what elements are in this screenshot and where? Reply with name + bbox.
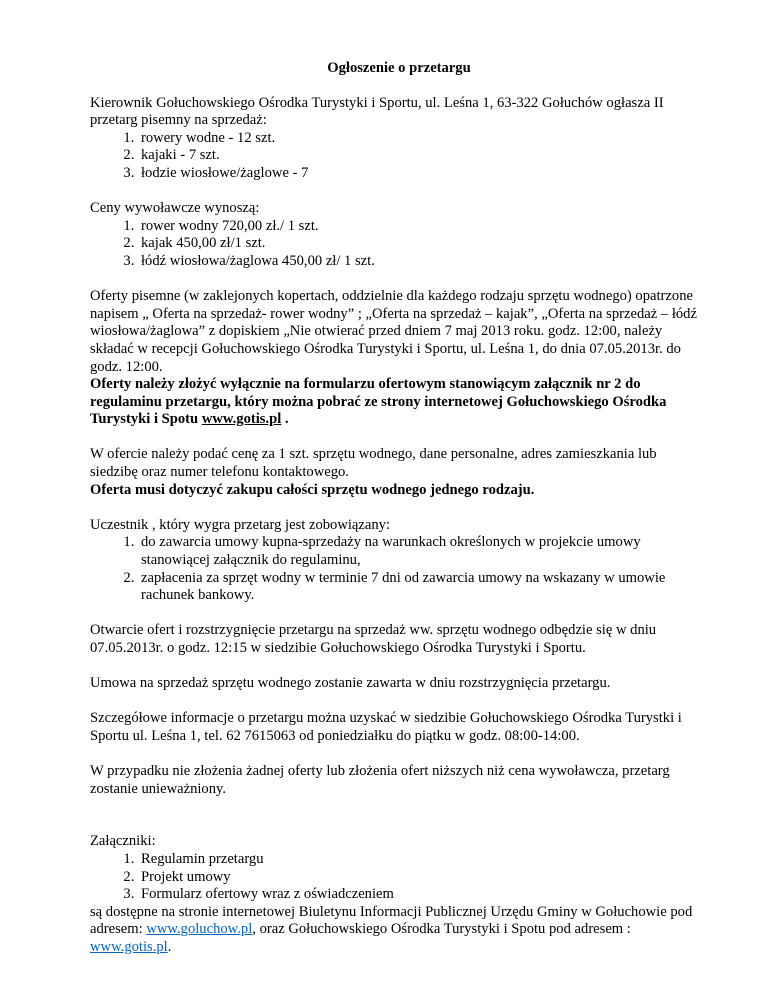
- offers-bold-paragraph: [90, 376, 708, 429]
- goluchow-link[interactable]: www.goluchow.pl: [146, 921, 253, 938]
- list-item: 3. łodzie wiosłowe/żaglowe - 7: [138, 165, 708, 183]
- list-item: 1. rowery wodne - 12 szt.: [138, 130, 708, 148]
- invalid-paragraph: W przypadku nie złożenia żadnej oferty lub złożenia ofert niższych niż cena wywoławcza, przetarg zostanie unieważniony.: [90, 763, 670, 797]
- gotis-link[interactable]: www.gotis.pl: [201, 411, 282, 428]
- offers-text: Oferty pisemne (w zaklejonych kopertach, oddzielnie dla każdego rodzaju sprzętu wodnego) opatrzone napisem „ Oferta na sprzedaż- rower wodny” ; „Oferta na sprzedaż – kajak”, „Oferta na sprzedaż – łódź wiosłowa/żaglowa” z dopiskiem „Nie otwierać przed dniem 7 maj 2013 roku. godz. 12:00, należy składać w recepcji Gołuchowskiego Ośrodka Turystyki i Sportu, ul. Leśna 1, do dnia 07.05.2013r. do godz. 12:00.: [90, 288, 697, 375]
- intro-section: [90, 95, 708, 183]
- list-item: 3. Formularz ofertowy wraz z oświadczeniem: [138, 886, 708, 904]
- attachments-footer: [90, 904, 708, 957]
- gotis-link-footer[interactable]: www.gotis.pl: [90, 938, 168, 955]
- attachments-list: [90, 851, 708, 904]
- prices-heading: Ceny wywoławcze wynoszą:: [90, 200, 260, 217]
- info-paragraph: Szczegółowe informacje o przetargu można uzyskać w siedzibie Gołuchowskiego Ośrodka Turystki i Sportu ul. Leśna 1, tel. 62 7615063 od poniedziałku do piątku w godz. 08:00-14:00.: [90, 710, 682, 744]
- footer-text-c: .: [167, 938, 172, 955]
- list-item: 1. Regulamin przetargu: [138, 851, 708, 869]
- contract-paragraph: Umowa na sprzedaż sprzętu wodnego zostanie zawarta w dniu rozstrzygnięcia przetargu.: [90, 675, 611, 692]
- list-item: 3. łódź wiosłowa/żaglowa 450,00 zł/ 1 szt.: [138, 253, 708, 271]
- prices-section: [90, 200, 708, 270]
- offers-bold-text: Oferty należy złożyć wyłącznie na formularzu ofertowym stanowiącym załącznik nr 2 do regulaminu przetargu, który można pobrać ze strony internetowej Gołuchowskiego Ośrodka Turystyki i Spotu: [90, 376, 667, 428]
- winner-heading: Uczestnik , który wygra przetarg jest zobowiązany:: [90, 516, 391, 533]
- page-title: Ogłoszenie o przetargu: [327, 60, 471, 76]
- list-item: 1. do zawarcia umowy kupna-sprzedaży na warunkach określonych w projekcie umowy stanowiącej załącznik do regulaminu,: [138, 534, 708, 569]
- opening-paragraph: Otwarcie ofert i rozstrzygnięcie przetargu na sprzedaż ww. sprzętu wodnego odbędzie się w dniu 07.05.2013r. o godz. 12:15 w siedzibie Gołuchowskiego Ośrodka Turystyki i Sportu.: [90, 622, 657, 656]
- footer-text-b: , oraz Gołuchowskiego Ośrodka Turystyki i Spotu pod adresem :: [252, 921, 631, 938]
- offers-section: [90, 288, 708, 429]
- list-item: 2. kajak 450,00 zł/1 szt.: [138, 235, 708, 253]
- items-list: [90, 130, 708, 183]
- attachments-section: [90, 833, 708, 956]
- winner-section: [90, 517, 708, 605]
- list-item: 2. zapłacenia za sprzęt wodny w terminie 7 dni od zawarcia umowy na wskazany w umowie rachunek bankowy.: [138, 570, 708, 605]
- list-item: 1. rower wodny 720,00 zł./ 1 szt.: [138, 218, 708, 236]
- offer-content-text: W ofercie należy podać cenę za 1 szt. sprzętu wodnego, dane personalne, adres zamieszkania lub siedzibę oraz numer telefonu kontaktowego.: [90, 446, 657, 481]
- intro-text: Kierownik Gołuchowskiego Ośrodka Turystyki i Sportu, ul. Leśna 1, 63-322 Gołuchów ogłasza II przetarg pisemny na sprzedaż:: [90, 94, 664, 129]
- offers-bold-end: .: [281, 411, 289, 428]
- prices-list: [90, 218, 708, 271]
- attachments-heading: Załączniki:: [90, 833, 156, 850]
- list-item: 2. kajaki - 7 szt.: [138, 147, 708, 165]
- list-item: 2. Projekt umowy: [138, 869, 708, 887]
- winner-list: [90, 534, 708, 604]
- offer-content-section: [90, 446, 708, 499]
- footer-text-a: są dostępne na stronie internetowej Biuletynu Informacji Publicznej Urzędu Gminy w Gołuchowie pod adresem:: [90, 903, 693, 938]
- offer-content-bold: Oferta musi dotyczyć zakupu całości sprzętu wodnego jednego rodzaju.: [90, 481, 535, 498]
